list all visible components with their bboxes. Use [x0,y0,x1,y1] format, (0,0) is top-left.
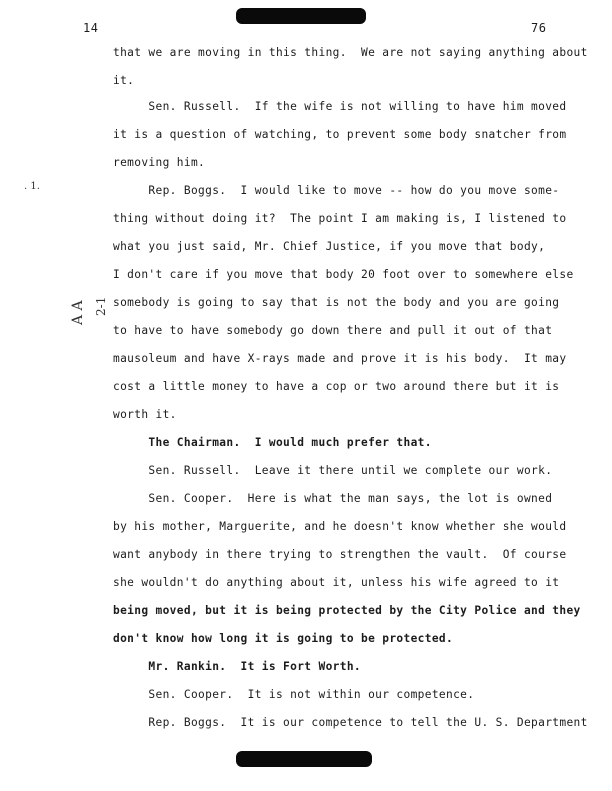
transcript-line: somebody is going to say that is not the body and you are going [113,296,560,309]
transcript-line: being moved, but it is being protected by the City Police and they [113,604,581,617]
transcript-line: she wouldn't do anything about it, unless his wife agreed to it [113,576,560,589]
transcript-line: thing without doing it? The point I am making is, I listened to [113,212,567,225]
transcript-line: removing him. [113,156,206,169]
redaction-bar-top [236,8,366,24]
transcript-line: by his mother, Marguerite, and he doesn't know whether she would [113,520,567,533]
transcript-line: don't know how long it is going to be protected. [113,632,454,645]
transcript-line: cost a little money to have a cop or two around there but it is [113,380,560,393]
margin-handwriting-date: 2-1 [94,296,108,316]
transcript-line: to have to have somebody go down there and pull it out of that [113,324,553,337]
margin-mark: . 1. [24,181,40,192]
transcript-line: want anybody in there trying to strengthen the vault. Of course [113,548,567,561]
transcript-line: Rep. Boggs. I would like to move -- how do you move some- [113,184,560,197]
transcript-line: I don't care if you move that body 20 foot over to somewhere else [113,268,574,281]
redaction-bar-bottom [236,751,372,767]
transcript-line: it is a question of watching, to prevent some body snatcher from [113,128,567,141]
transcript-line: that we are moving in this thing. We are not saying anything about [113,46,588,59]
transcript-line: Rep. Boggs. It is our competence to tell the U. S. Department [113,716,588,729]
transcript-line: it. [113,74,135,87]
transcript-line: Sen. Cooper. Here is what the man says, the lot is owned [113,492,553,505]
margin-handwriting-initials: A A [70,300,86,325]
transcript-line: what you just said, Mr. Chief Justice, if you move that body, [113,240,546,253]
transcript-line: Sen. Russell. Leave it there until we complete our work. [113,464,553,477]
transcript-line: Mr. Rankin. It is Fort Worth. [113,660,361,673]
page-number-left: 14 [83,21,99,35]
transcript-line: worth it. [113,408,177,421]
transcript-line: Sen. Cooper. It is not within our competence. [113,688,475,701]
page-number-right: 76 [531,21,547,35]
transcript-line: mausoleum and have X-rays made and prove it is his body. It may [113,352,567,365]
transcript-line: The Chairman. I would much prefer that. [113,436,432,449]
transcript-line: Sen. Russell. If the wife is not willing to have him moved [113,100,567,113]
